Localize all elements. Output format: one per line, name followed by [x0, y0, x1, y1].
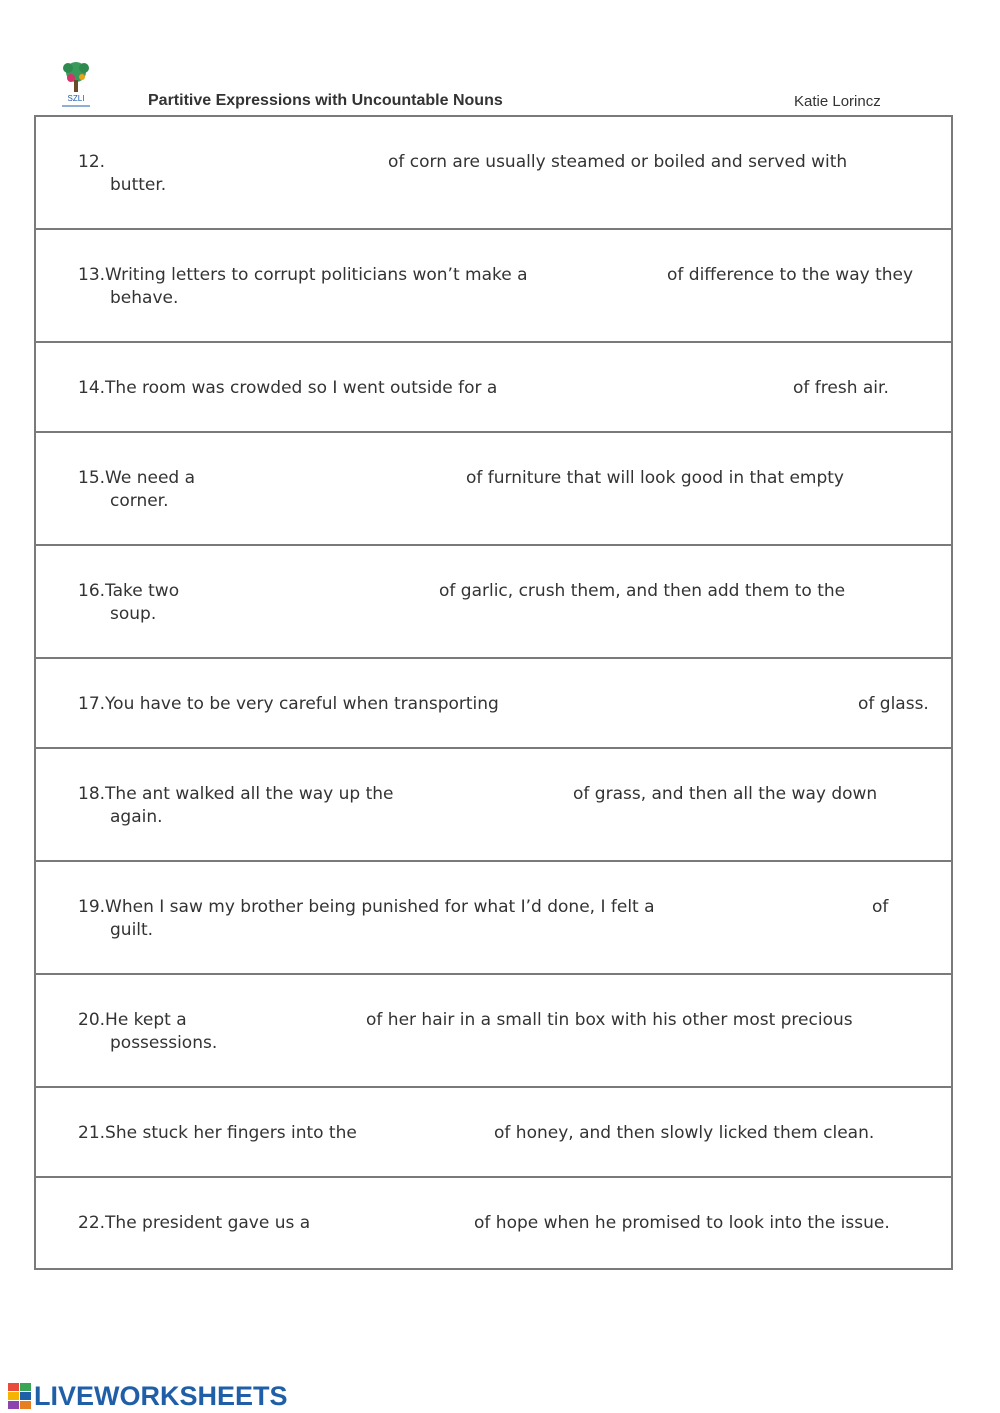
sentence-start: 18.The ant walked all the way up the: [78, 784, 394, 804]
exercise-table: [34, 115, 953, 1270]
sentence-start: 13.Writing letters to corrupt politicians won’t make a: [78, 265, 528, 285]
sentence-wrap: guilt.: [110, 920, 154, 940]
sentence-wrap: again.: [110, 807, 163, 827]
sentence-start: 20.He kept a: [78, 1010, 187, 1030]
sentence-end: of hope when he promised to look into the issue.: [474, 1213, 890, 1233]
exercise-row-21: [36, 1088, 951, 1178]
sentence-wrap: behave.: [110, 288, 179, 308]
sentence-end: of furniture that will look good in that empty: [466, 468, 844, 488]
author-name: Katie Lorincz: [794, 93, 881, 110]
sentence-start: 21.She stuck her fingers into the: [78, 1123, 357, 1143]
sentence-wrap: soup.: [110, 604, 157, 624]
sentence-end: of glass.: [858, 694, 929, 714]
document-title: Partitive Expressions with Uncountable Nouns: [148, 92, 503, 109]
sentence-end: of corn are usually steamed or boiled and served with: [388, 152, 848, 172]
liveworksheets-logo-icon: [8, 1383, 32, 1409]
sentence-wrap: corner.: [110, 491, 169, 511]
school-logo-icon: [56, 58, 96, 110]
sentence-end: of difference to the way they: [667, 265, 914, 285]
sentence-start: 17.You have to be very careful when transporting: [78, 694, 499, 714]
brand-name: LIVEWORKSHEETS: [34, 1380, 288, 1411]
exercise-row-16: [36, 546, 951, 659]
sentence-wrap: possessions.: [110, 1033, 218, 1053]
exercise-row-17: [36, 659, 951, 749]
exercise-row-12: [36, 117, 951, 230]
sentence-start: 12.: [78, 152, 106, 172]
sentence-start: 19.When I saw my brother being punished for what I’d done, I felt a: [78, 897, 655, 917]
exercise-row-18: [36, 749, 951, 862]
sentence-end: of her hair in a small tin box with his other most precious: [366, 1010, 853, 1030]
exercise-row-15: [36, 433, 951, 546]
sentence-start: 15.We need a: [78, 468, 196, 488]
sentence-start: 14.The room was crowded so I went outside for a: [78, 378, 498, 398]
sentence-end: of: [872, 897, 889, 917]
sentence-end: of grass, and then all the way down: [573, 784, 878, 804]
exercise-row-20: [36, 975, 951, 1088]
sentence-end: of garlic, crush them, and then add them to the: [439, 581, 846, 601]
sentence-start: 22.The president gave us a: [78, 1213, 311, 1233]
sentence-end: of fresh air.: [793, 378, 889, 398]
exercise-row-22: [36, 1178, 951, 1268]
exercise-row-13: [36, 230, 951, 343]
liveworksheets-footer: [8, 1380, 288, 1412]
logo-text: SZLI: [67, 94, 85, 103]
exercise-row-19: [36, 862, 951, 975]
sentence-end: of honey, and then slowly licked them clean.: [494, 1123, 875, 1143]
sentence-wrap: butter.: [110, 175, 167, 195]
exercise-row-14: [36, 343, 951, 433]
sentence-start: 16.Take two: [78, 581, 180, 601]
